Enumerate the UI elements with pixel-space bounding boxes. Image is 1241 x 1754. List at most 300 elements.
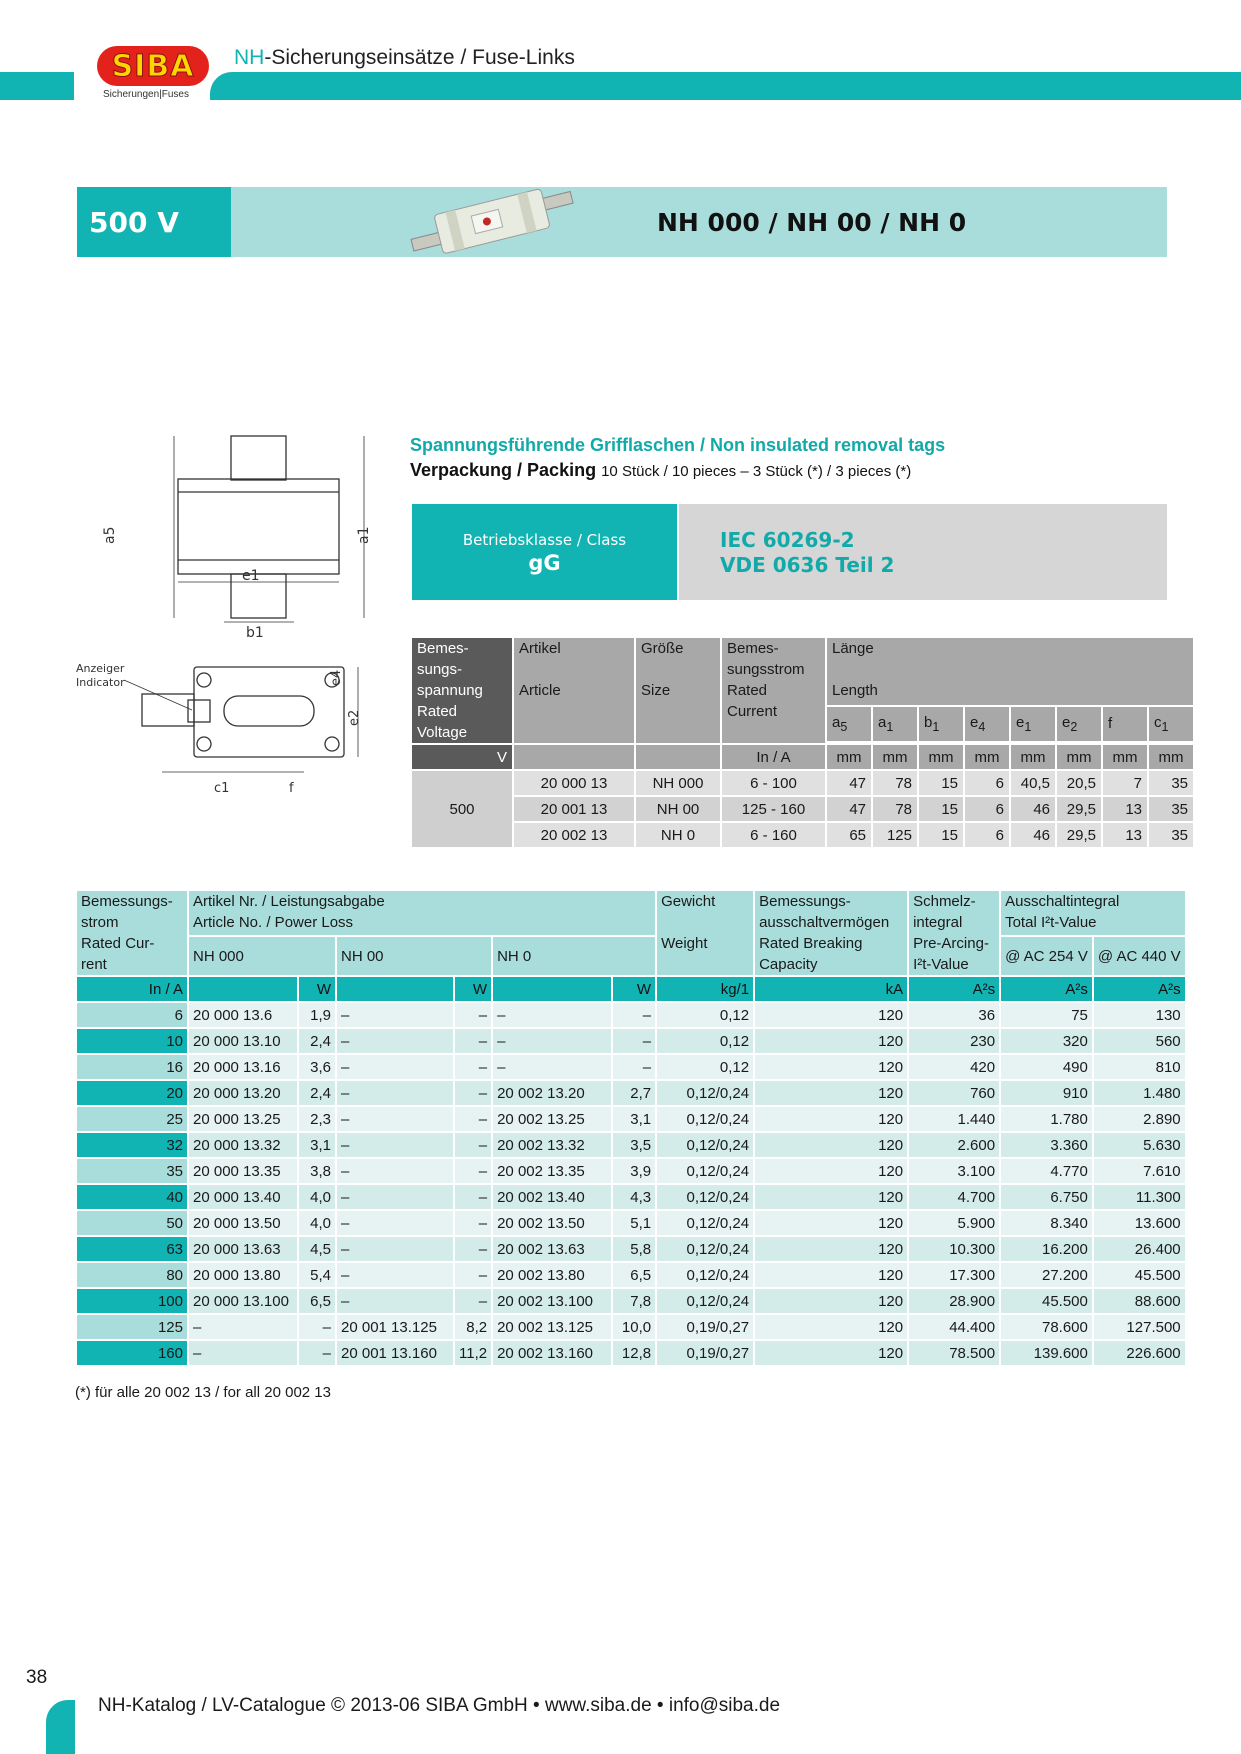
label-indicator: Indicator — [76, 676, 125, 689]
cell: 27.200 — [1001, 1263, 1092, 1287]
cell: – — [455, 1003, 491, 1027]
cell: 130 — [1094, 1003, 1185, 1027]
packing-value: 10 Stück / 10 pieces – 3 Stück (*) / 3 pieces (*) — [601, 463, 912, 480]
cell: 4.700 — [909, 1185, 999, 1209]
main-unit-row — [77, 977, 1185, 1001]
cell: – — [337, 1133, 453, 1157]
spacer — [832, 659, 1188, 680]
dim-col-a1 — [873, 707, 917, 741]
cell: 20 000 13.40 — [189, 1185, 297, 1209]
cell: 0,12/0,24 — [657, 1185, 753, 1209]
table-row — [77, 1237, 1185, 1261]
cell: 0,19/0,27 — [657, 1315, 753, 1339]
header-line: rent — [81, 956, 107, 973]
unit-text: $a_1$ — [878, 713, 894, 734]
header-line: Total I²t-Value — [1005, 914, 1097, 931]
cell: 0,12/0,24 — [657, 1237, 753, 1261]
cell: 2,7 — [613, 1081, 655, 1105]
table-row — [77, 1133, 1185, 1157]
h-current — [722, 638, 825, 743]
cell: – — [613, 1029, 655, 1053]
cell: 16.200 — [1001, 1237, 1092, 1261]
dim-value: 29,5 — [1057, 823, 1101, 847]
cell: 10,0 — [613, 1315, 655, 1339]
cell: 50 — [77, 1211, 187, 1235]
cell: 20 001 13.160 — [337, 1341, 453, 1365]
cell: – — [337, 1237, 453, 1261]
cell: 10.300 — [909, 1237, 999, 1261]
cell: 20 000 13.6 — [189, 1003, 297, 1027]
cell: 3,6 — [299, 1055, 335, 1079]
cell: 20 002 13.35 — [493, 1159, 611, 1183]
cell: 0,12 — [657, 1003, 753, 1027]
cell: 0,19/0,27 — [657, 1341, 753, 1365]
dim-value: 78 — [873, 771, 917, 795]
cell: 4,3 — [613, 1185, 655, 1209]
cell: 120 — [755, 1237, 907, 1261]
unit-text: $b_1$ — [924, 713, 940, 734]
cell: 26.400 — [1094, 1237, 1185, 1261]
dimension-table — [410, 636, 1195, 849]
cell: – — [337, 1185, 453, 1209]
header-line: Bemessungs- — [81, 893, 173, 910]
cell: 20 000 13.20 — [189, 1081, 297, 1105]
cell: 20 002 13.125 — [493, 1315, 611, 1339]
dim-header-row — [412, 638, 1193, 705]
header-line: Rated — [727, 682, 768, 699]
cell: 139.600 — [1001, 1341, 1092, 1365]
current: 6 - 160 — [722, 823, 825, 847]
dim-row — [412, 823, 1193, 847]
cell: – — [455, 1133, 491, 1157]
h-current — [77, 891, 187, 975]
cell: 6,5 — [613, 1263, 655, 1287]
dim-value: 13 — [1103, 797, 1147, 821]
cell: 2,4 — [299, 1029, 335, 1053]
cell: 120 — [755, 1055, 907, 1079]
cell: 120 — [755, 1263, 907, 1287]
label-e2: e2 — [347, 709, 362, 726]
h-weight — [657, 891, 753, 975]
cell: – — [493, 1055, 611, 1079]
cell: 125 — [77, 1315, 187, 1339]
header-line: sungs- — [417, 661, 463, 678]
size: NH 00 — [636, 797, 720, 821]
header-line: I²t-Value — [913, 956, 969, 973]
cell: 20 000 13.25 — [189, 1107, 297, 1131]
cell: 5,1 — [613, 1211, 655, 1235]
table-row — [77, 1211, 1185, 1235]
cell: 6,5 — [299, 1289, 335, 1313]
dim-col-e4 — [965, 707, 1009, 741]
cell: 0,12/0,24 — [657, 1289, 753, 1313]
unit-mm: mm — [919, 745, 963, 769]
unit-v: V — [412, 745, 512, 769]
cell: – — [337, 1055, 453, 1079]
h-article — [189, 891, 655, 935]
cell: 8.340 — [1001, 1211, 1092, 1235]
h-length — [827, 638, 1193, 705]
cell: 8,2 — [455, 1315, 491, 1339]
cell: – — [455, 1211, 491, 1235]
cell: 0,12/0,24 — [657, 1159, 753, 1183]
spacer — [661, 912, 749, 933]
title-rest: -Sicherungseinsätze / Fuse-Links — [264, 46, 575, 69]
cell: 4,0 — [299, 1185, 335, 1209]
cell: 1.480 — [1094, 1081, 1185, 1105]
cell: – — [337, 1263, 453, 1287]
cell: 20 000 13.100 — [189, 1289, 297, 1313]
cell: 120 — [755, 1185, 907, 1209]
class-label: Betriebsklasse / Class — [462, 531, 627, 549]
cell: 230 — [909, 1029, 999, 1053]
dim-row — [412, 797, 1193, 821]
cell: 0,12 — [657, 1055, 753, 1079]
cell: 20 000 13.80 — [189, 1263, 297, 1287]
cell: – — [455, 1055, 491, 1079]
cell: 11,2 — [455, 1341, 491, 1365]
cell: 6 — [77, 1003, 187, 1027]
header-line: Capacity — [759, 956, 818, 973]
header-line: integral — [913, 914, 963, 931]
cell: 20 002 13.50 — [493, 1211, 611, 1235]
header-line: Voltage — [417, 724, 468, 741]
header-line: Rated Cur- — [81, 935, 155, 952]
cell: – — [189, 1315, 297, 1339]
header-line: Rated — [417, 703, 458, 720]
logo-subtitle: Sicherungen|Fuses — [103, 89, 189, 100]
cell: 160 — [77, 1341, 187, 1365]
table-row — [77, 1055, 1185, 1079]
cell: 0,12/0,24 — [657, 1133, 753, 1157]
cell: 0,12 — [657, 1029, 753, 1053]
cell: 88.600 — [1094, 1289, 1185, 1313]
header-line: Bemessungs- — [759, 893, 851, 910]
cell: 120 — [755, 1107, 907, 1131]
header-line: Artikel Nr. / Leistungsabgabe — [193, 893, 385, 910]
cell: 35 — [77, 1159, 187, 1183]
cell: 75 — [1001, 1003, 1092, 1027]
cell: 17.300 — [909, 1263, 999, 1287]
h-total — [1001, 891, 1185, 935]
class-value: gG — [528, 551, 561, 575]
header-line: Article No. / Power Loss — [193, 914, 354, 931]
cell: 3,1 — [613, 1107, 655, 1131]
cell: – — [337, 1081, 453, 1105]
header-line: ausschaltvermögen — [759, 914, 890, 931]
cell: 320 — [1001, 1029, 1092, 1053]
cell: 0,12/0,24 — [657, 1211, 753, 1235]
cell: 1.440 — [909, 1107, 999, 1131]
label-a5: a5 — [102, 526, 118, 544]
cell: 2,4 — [299, 1081, 335, 1105]
cell: 78.600 — [1001, 1315, 1092, 1339]
cell: 7.610 — [1094, 1159, 1185, 1183]
label-e1: e1 — [242, 568, 260, 584]
header-line: spannung — [417, 682, 483, 699]
dim-value: 46 — [1011, 797, 1055, 821]
cell: 420 — [909, 1055, 999, 1079]
header-bar-left — [0, 72, 74, 100]
cell: 36 — [909, 1003, 999, 1027]
cell: 3.100 — [909, 1159, 999, 1183]
spacer — [519, 659, 629, 680]
voltage-label: 500 V — [77, 187, 231, 257]
table-row — [77, 1341, 1185, 1365]
article: 20 001 13 — [514, 797, 634, 821]
cell: 20 000 13.10 — [189, 1029, 297, 1053]
dim-col-c1 — [1149, 707, 1193, 741]
cell: 78.500 — [909, 1341, 999, 1365]
dim-col-f — [1103, 707, 1147, 741]
unit-blank — [493, 977, 611, 1001]
dim-value: 29,5 — [1057, 797, 1101, 821]
cell: 12,8 — [613, 1341, 655, 1365]
h-melting — [909, 891, 999, 975]
cell: – — [455, 1029, 491, 1053]
dim-value: 6 — [965, 823, 1009, 847]
cell: – — [455, 1185, 491, 1209]
cell: 28.900 — [909, 1289, 999, 1313]
cell: 20 000 13.50 — [189, 1211, 297, 1235]
cell: 120 — [755, 1211, 907, 1235]
table-row — [77, 1185, 1185, 1209]
unit-text: $e_2$ — [1062, 713, 1078, 734]
label-b1: b1 — [246, 625, 264, 641]
label-c1: c1 — [214, 781, 230, 796]
unit-text: $a_5$ — [832, 713, 848, 734]
dimension-drawing — [74, 432, 374, 862]
h-line: Size — [641, 682, 671, 699]
unit: A²s — [1094, 977, 1185, 1001]
main-header-row — [77, 891, 1185, 935]
title-prefix: NH — [234, 46, 265, 69]
cell: 11.300 — [1094, 1185, 1185, 1209]
cell: – — [455, 1289, 491, 1313]
header-line: Ausschaltintegral — [1005, 893, 1120, 910]
table-row — [77, 1263, 1185, 1287]
dim-value: 35 — [1149, 771, 1193, 795]
dim-col-e1 — [1011, 707, 1055, 741]
cell: 3,9 — [613, 1159, 655, 1183]
fuse-photo — [405, 183, 580, 258]
cell: 120 — [755, 1289, 907, 1313]
cell: 44.400 — [909, 1315, 999, 1339]
unit: kA — [755, 977, 907, 1001]
cell: – — [337, 1289, 453, 1313]
article: 20 002 13 — [514, 823, 634, 847]
unit-blank — [189, 977, 297, 1001]
dim-value: 125 — [873, 823, 917, 847]
cell: 4.770 — [1001, 1159, 1092, 1183]
h-ac254: @ AC 254 V — [1001, 937, 1092, 975]
cell: – — [455, 1263, 491, 1287]
header-line: Current — [727, 703, 778, 720]
standard-iec: IEC 60269-2 — [720, 528, 855, 552]
current: 6 - 100 — [722, 771, 825, 795]
cell: 20 000 13.63 — [189, 1237, 297, 1261]
cell: – — [337, 1029, 453, 1053]
h-size — [636, 638, 720, 743]
cell: – — [337, 1211, 453, 1235]
cell: 2,3 — [299, 1107, 335, 1131]
dim-value: 13 — [1103, 823, 1147, 847]
h-nh000: NH 000 — [189, 937, 335, 975]
unit-blank — [636, 745, 720, 769]
cell: – — [189, 1341, 297, 1365]
dim-value: 65 — [827, 823, 871, 847]
cell: 100 — [77, 1289, 187, 1313]
table-row — [77, 1159, 1185, 1183]
unit-mm: mm — [1057, 745, 1101, 769]
cell: 80 — [77, 1263, 187, 1287]
dim-value: 7 — [1103, 771, 1147, 795]
cell: 20 000 13.32 — [189, 1133, 297, 1157]
cell: 120 — [755, 1029, 907, 1053]
logo-text: SIBA — [111, 48, 195, 84]
h-line: Gewicht — [661, 893, 716, 910]
cell: 7,8 — [613, 1289, 655, 1313]
footer-tab — [46, 1700, 75, 1754]
current: 125 - 160 — [722, 797, 825, 821]
cell: 3,8 — [299, 1159, 335, 1183]
cell: 3,1 — [299, 1133, 335, 1157]
cell: 20 002 13.160 — [493, 1341, 611, 1365]
cell: – — [613, 1003, 655, 1027]
cell: 32 — [77, 1133, 187, 1157]
cell: 20 — [77, 1081, 187, 1105]
rating-table — [75, 889, 1187, 1367]
cell: 120 — [755, 1315, 907, 1339]
cell: 910 — [1001, 1081, 1092, 1105]
unit-blank — [337, 977, 453, 1001]
cell: 4,0 — [299, 1211, 335, 1235]
h-nh0: NH 0 — [493, 937, 655, 975]
siba-logo — [97, 46, 209, 86]
article: 20 000 13 — [514, 771, 634, 795]
cell: – — [493, 1029, 611, 1053]
cell: 5.900 — [909, 1211, 999, 1235]
cell: 40 — [77, 1185, 187, 1209]
cell: – — [337, 1003, 453, 1027]
dim-value: 78 — [873, 797, 917, 821]
dim-value: 20,5 — [1057, 771, 1101, 795]
voltage-banner — [77, 187, 1167, 257]
h-breaking — [755, 891, 907, 975]
cell: 5,8 — [613, 1237, 655, 1261]
unit-text: f — [1108, 715, 1113, 733]
h-line: Länge — [832, 640, 874, 657]
h-line: Length — [832, 682, 878, 699]
header-line: Bemes- — [727, 640, 779, 657]
cell: 4,5 — [299, 1237, 335, 1261]
cell: 120 — [755, 1159, 907, 1183]
unit: In / A — [77, 977, 187, 1001]
size: NH 000 — [636, 771, 720, 795]
dim-value: 47 — [827, 797, 871, 821]
dim-value: 6 — [965, 797, 1009, 821]
cell: 20 002 13.100 — [493, 1289, 611, 1313]
unit-mm: mm — [1011, 745, 1055, 769]
standards-box — [679, 504, 1167, 600]
cell: 10 — [77, 1029, 187, 1053]
standard-vde: VDE 0636 Teil 2 — [720, 553, 895, 577]
cell: 3.360 — [1001, 1133, 1092, 1157]
cell: 20 000 13.35 — [189, 1159, 297, 1183]
dim-value: 35 — [1149, 797, 1193, 821]
footnote: (*) für alle 20 002 13 / for all 20 002 13 — [75, 1384, 331, 1401]
table-row — [77, 1107, 1185, 1131]
cell: – — [493, 1003, 611, 1027]
cell: 0,12/0,24 — [657, 1107, 753, 1131]
header-line: Bemes- — [417, 640, 469, 657]
cell: – — [455, 1159, 491, 1183]
cell: 20 002 13.32 — [493, 1133, 611, 1157]
h-nh00: NH 00 — [337, 937, 491, 975]
cell: – — [299, 1341, 335, 1365]
label-anzeiger: Anzeiger — [76, 662, 125, 675]
header-line: sungsstrom — [727, 661, 805, 678]
cell: 20 000 13.16 — [189, 1055, 297, 1079]
cell: 1.780 — [1001, 1107, 1092, 1131]
h-article — [514, 638, 634, 743]
header-line: strom — [81, 914, 119, 931]
unit-mm: mm — [1103, 745, 1147, 769]
cell: 20 002 13.40 — [493, 1185, 611, 1209]
cell: 5.630 — [1094, 1133, 1185, 1157]
table-row — [77, 1029, 1185, 1053]
h-voltage — [412, 638, 512, 743]
unit-mm: mm — [965, 745, 1009, 769]
cell: 5,4 — [299, 1263, 335, 1287]
dim-value: 46 — [1011, 823, 1055, 847]
table-row — [77, 1003, 1185, 1027]
cell: 20 002 13.80 — [493, 1263, 611, 1287]
cell: 1,9 — [299, 1003, 335, 1027]
dim-value: 47 — [827, 771, 871, 795]
cell: 16 — [77, 1055, 187, 1079]
label-e4: e4 — [329, 669, 344, 686]
cell: 20 002 13.63 — [493, 1237, 611, 1261]
packing-line — [410, 460, 911, 481]
unit: kg/1 — [657, 977, 753, 1001]
page-title — [234, 46, 575, 70]
spacer — [641, 659, 715, 680]
unit-mm: mm — [1149, 745, 1193, 769]
dim-col-a5 — [827, 707, 871, 741]
cell: – — [337, 1159, 453, 1183]
h-ac440: @ AC 440 V — [1094, 937, 1185, 975]
h-line: Größe — [641, 640, 684, 657]
cell: – — [337, 1107, 453, 1131]
dim-col-b1 — [919, 707, 963, 741]
dim-col-e2 — [1057, 707, 1101, 741]
table-row — [77, 1081, 1185, 1105]
cell: – — [613, 1055, 655, 1079]
unit: W — [613, 977, 655, 1001]
unit-blank — [514, 745, 634, 769]
cell: 120 — [755, 1081, 907, 1105]
cell: 490 — [1001, 1055, 1092, 1079]
cell: 20 002 13.25 — [493, 1107, 611, 1131]
page-number: 38 — [26, 1667, 48, 1688]
unit: W — [299, 977, 335, 1001]
cell: 760 — [909, 1081, 999, 1105]
unit: W — [455, 977, 491, 1001]
label-a1: a1 — [356, 526, 372, 544]
size: NH 0 — [636, 823, 720, 847]
header-line: Schmelz- — [913, 893, 976, 910]
